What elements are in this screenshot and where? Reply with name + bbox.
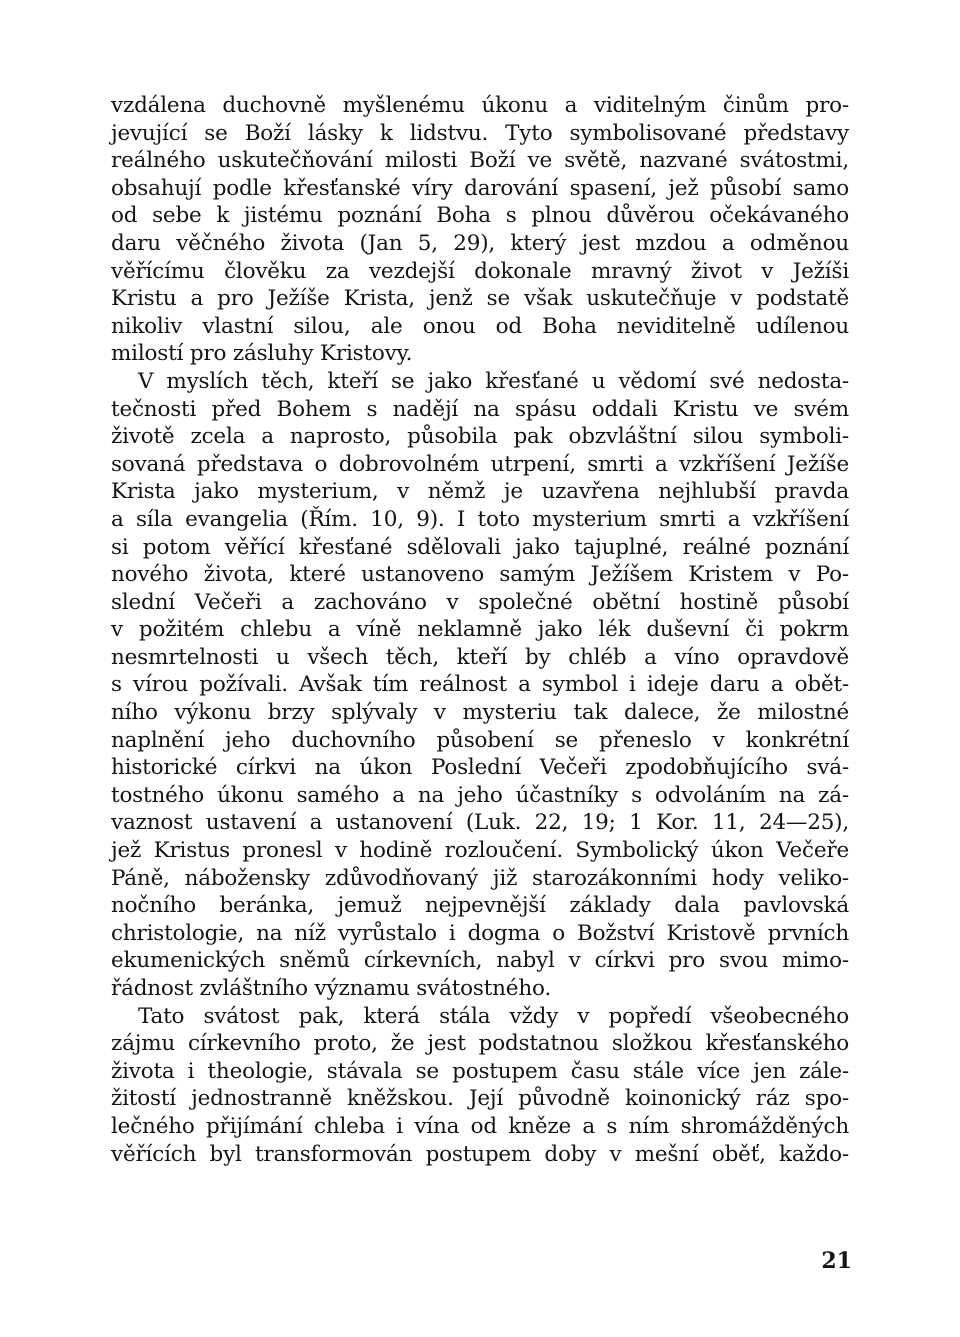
text-line: věřících byl transformován postupem doby v mešní oběť, každo-: [111, 1141, 849, 1167]
text-line: vaznost ustavení a ustanovení (Luk. 22, 19; 1 Kor. 11, 24—25),: [111, 810, 849, 836]
text-line: daru věčného života (Jan 5, 29), který jest mzdou a odměnou: [111, 230, 849, 256]
text-line: milostí pro zásluhy Kristovy.: [111, 341, 413, 367]
text-line: Tato svátost pak, která stála vždy v popředí všeobecného: [138, 1003, 849, 1029]
text-line: Páně, nábožensky zdůvodňovaný již starozákonními hody veliko-: [111, 865, 849, 891]
text-line: nikoliv vlastní silou, ale onou od Boha neviditelně udílenou: [111, 313, 849, 339]
text-line: nesmrtelnosti u všech těch, kteří by chléb a víno opravdově: [111, 644, 849, 670]
text-line: tečnosti před Bohem s nadějí na spásu oddali Kristu ve svém: [111, 396, 849, 422]
text-line: řádnost zvláštního významu svátostného.: [111, 976, 551, 1001]
page-number: 21: [821, 1248, 852, 1274]
text-line: v požitém chlebu a víně neklamně jako lék duševní či pokrm: [111, 617, 849, 643]
text-line: si potom věřící křesťané sdělovali jako tajuplné, reálné poznání: [111, 534, 849, 560]
text-line: slední Večeři a zachováno v společné obětní hostině působí: [111, 589, 849, 615]
text-line: zájmu církevního proto, že jest podstatnou složkou křesťanského: [111, 1031, 849, 1057]
text-line: nočního beránka, jemuž nejpevnější základy dala pavlovská: [111, 893, 849, 919]
text-line: života i theologie, stávala se postupem času stále více jen zále-: [111, 1058, 849, 1084]
text-line: ekumenických sněmů církevních, nabyl v církvi pro svou mimo-: [111, 948, 849, 974]
text-line: obsahují podle křesťanské víry darování spasení, jež působí samo: [111, 175, 849, 201]
text-line: Kristu a pro Ježíše Krista, jenž se však uskutečňuje v podstatě: [111, 286, 849, 312]
paragraph-3: [111, 1003, 849, 1169]
text-line: jež Kristus pronesl v hodině rozloučení. Symbolický úkon Večeře: [111, 838, 849, 864]
text-line: s vírou požívali. Avšak tím reálnost a symbol i ideje daru a obět-: [111, 672, 849, 698]
text-line: christologie, na níž vyrůstalo i dogma o Božství Kristově prvních: [111, 920, 849, 946]
text-line: lečného přijímání chleba i vína od kněze a s ním shromážděných: [111, 1113, 849, 1139]
text-line: věřícímu člověku za vezdejší dokonale mravný život v Ježíši: [111, 258, 849, 284]
text-line: od sebe k jistému poznání Boha s plnou důvěrou očekávaného: [111, 203, 849, 229]
text-line: ního výkonu brzy splývaly v mysteriu tak dalece, že milostné: [111, 700, 849, 726]
text-line: naplnění jeho duchovního působení se přeneslo v konkrétní: [111, 727, 849, 753]
text-line: V myslích těch, kteří se jako křesťané u vědomí své nedosta-: [138, 368, 849, 394]
text-line: reálného uskutečňování milosti Boží ve světě, nazvané svátostmi,: [111, 148, 849, 174]
paragraph-2: [111, 368, 849, 1003]
text-line: jevující se Boží lásky k lidstvu. Tyto symbolisované představy: [111, 120, 849, 146]
paragraph-1: [111, 92, 849, 368]
text-line: nového života, které ustanoveno samým Ježíšem Kristem v Po-: [111, 562, 849, 588]
text-line: a síla evangelia (Řím. 10, 9). I toto mysterium smrti a vzkříšení: [111, 506, 849, 532]
text-line: sovaná představa o dobrovolném utrpení, smrti a vzkříšení Ježíše: [111, 451, 849, 477]
text-line: tostného úkonu samého a na jeho účastníky s odvoláním na zá-: [111, 782, 849, 808]
text-line: žitostí jednostranně kněžskou. Její původně koinonický ráz spo-: [111, 1086, 849, 1112]
text-line: životě zcela a naprosto, působila pak obzvláštní silou symboli-: [111, 424, 849, 450]
text-line: Krista jako mysterium, v němž je uzavřena nejhlubší pravda: [111, 479, 849, 505]
body-text: [111, 92, 849, 1168]
text-line: vzdálena duchovně myšlenému úkonu a viditelným činům pro-: [111, 93, 849, 118]
text-line: historické církvi na úkon Poslední Večeři zpodobňujícího svá-: [111, 755, 849, 781]
